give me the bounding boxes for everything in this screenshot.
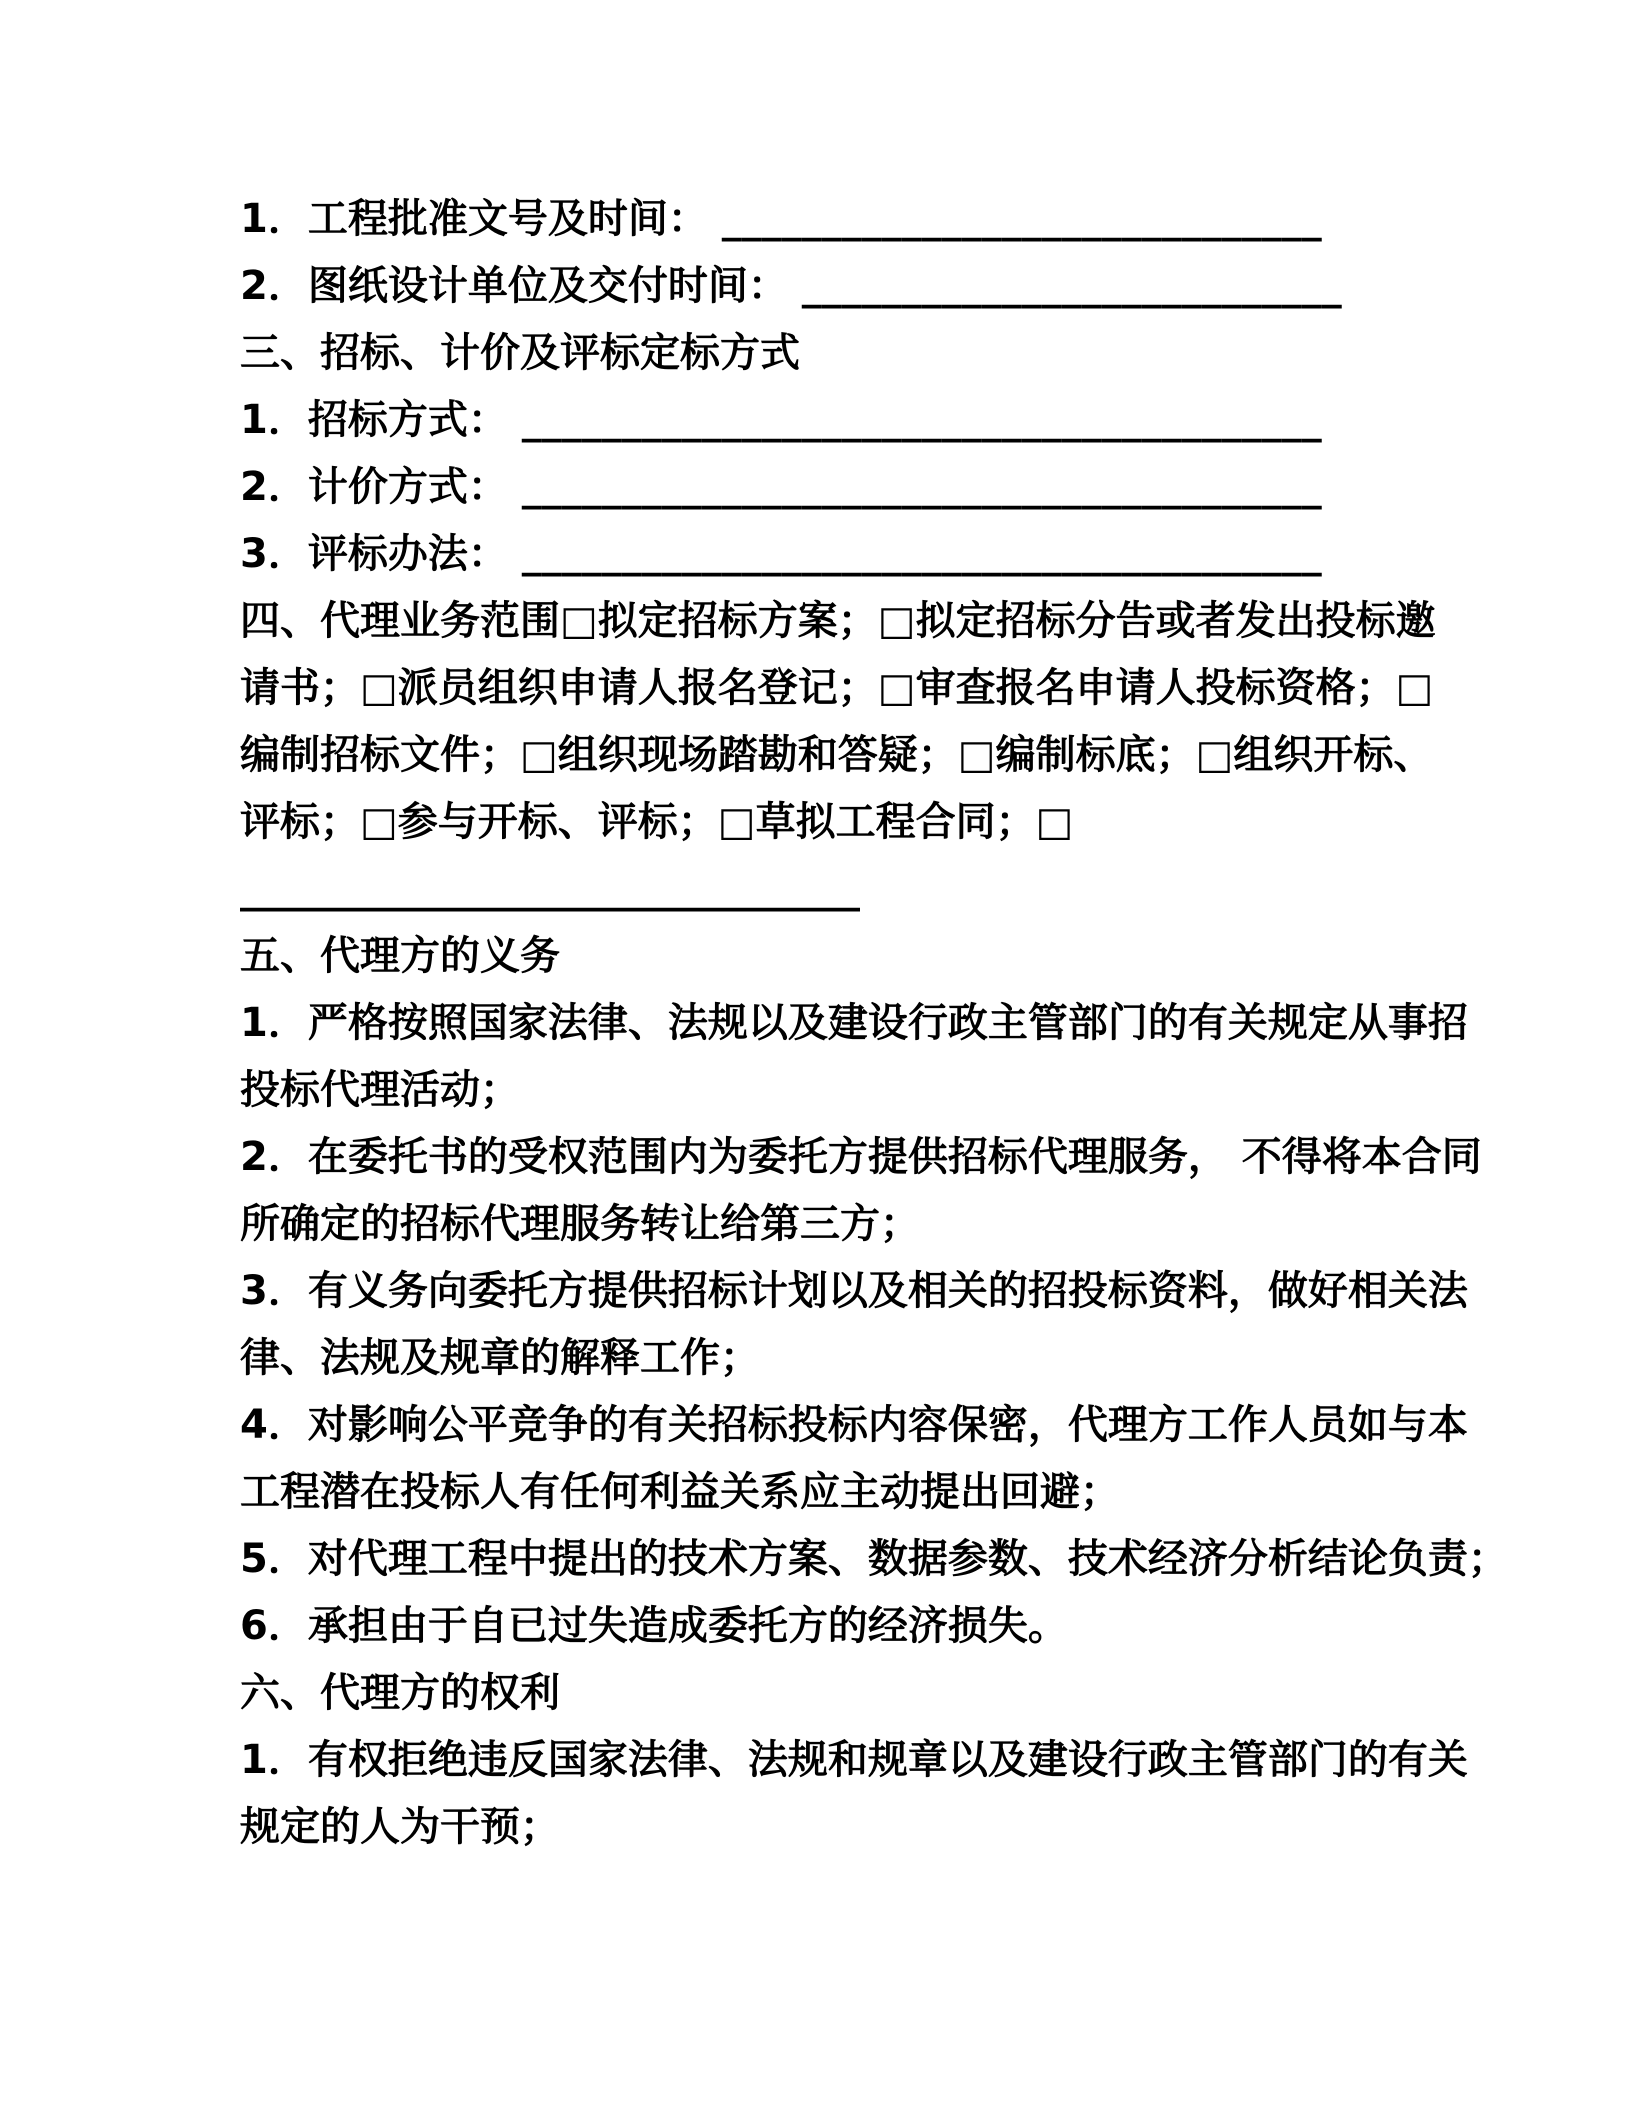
section-heading: 五、代理方的义务	[240, 933, 560, 979]
document-body	[240, 186, 1508, 1861]
paragraph-line: 2．在委托书的受权范围内为委托方提供招标代理服务， 不得将本合同	[240, 1134, 1482, 1180]
fill-in-item-line: 1．招标方式： ________________________________________	[240, 397, 1322, 443]
paragraph-line: 投标代理活动；	[240, 1067, 520, 1113]
paragraph-line: 1．有权拒绝违反国家法律、法规和规章以及建设行政主管部门的有关	[240, 1737, 1468, 1783]
fill-in-item-line: 2．图纸设计单位及交付时间： ___________________________	[240, 263, 1342, 309]
paragraph-line: 四、代理业务范围□拟定招标方案；□拟定招标分告或者发出投标邀	[240, 598, 1436, 644]
fill-in-item-line: 3．评标办法： ________________________________________	[240, 531, 1322, 577]
paragraph-line: 6．承担由于自已过失造成委托方的经济损失。	[240, 1603, 1068, 1649]
blank-underline-row: _______________________________	[240, 866, 860, 912]
fill-in-item-line: 1．工程批准文号及时间： ______________________________	[240, 196, 1322, 242]
paragraph-line: 规定的人为干预；	[240, 1804, 560, 1850]
paragraph-line: 请书；□派员组织申请人报名登记；□审查报名申请人投标资格；□	[240, 665, 1434, 711]
fill-in-item-line: 2．计价方式： ________________________________________	[240, 464, 1322, 510]
paragraph-line: 所确定的招标代理服务转让给第三方；	[240, 1201, 920, 1247]
paragraph-line: 评标；□参与开标、评标；□草拟工程合同；□	[240, 799, 1074, 845]
section-heading: 三、招标、计价及评标定标方式	[240, 330, 800, 376]
paragraph-line: 3．有义务向委托方提供招标计划以及相关的招投标资料，做好相关法	[240, 1268, 1468, 1314]
paragraph-line: 4．对影响公平竞争的有关招标投标内容保密，代理方工作人员如与本	[240, 1402, 1468, 1448]
section-heading: 六、代理方的权利	[240, 1670, 560, 1716]
paragraph-line: 编制招标文件；□组织现场踏勘和答疑；□编制标底；□组织开标、	[240, 732, 1434, 778]
paragraph-line: 工程潜在投标人有任何利益关系应主动提出回避；	[240, 1469, 1120, 1515]
paragraph-line: 5．对代理工程中提出的技术方案、数据参数、技术经济分析结论负责；	[240, 1536, 1508, 1582]
paragraph-line: 1．严格按照国家法律、法规以及建设行政主管部门的有关规定从事招	[240, 1000, 1468, 1046]
paragraph-line: 律、法规及规章的解释工作；	[240, 1335, 760, 1381]
